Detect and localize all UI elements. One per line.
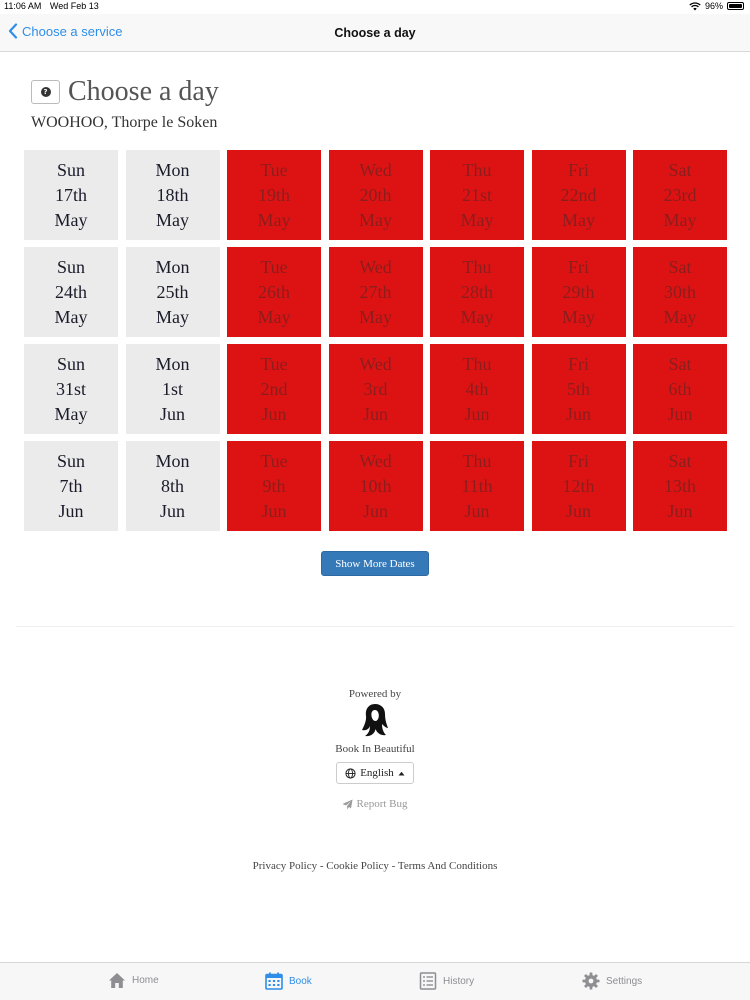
back-button-label: Choose a service bbox=[22, 23, 123, 39]
day-cell-day: 19th bbox=[257, 184, 290, 205]
day-cell[interactable] bbox=[227, 344, 321, 434]
day-cell-dow: Sat bbox=[668, 353, 692, 374]
day-grid bbox=[24, 150, 727, 531]
day-cell-day: 12th bbox=[562, 475, 595, 496]
status-time: 11:06 AM bbox=[4, 1, 42, 11]
powered-by-label: Powered by bbox=[348, 688, 402, 700]
day-cell-month: May bbox=[562, 209, 595, 230]
day-cell-month: Jun bbox=[464, 500, 490, 521]
day-cell-day: 3rd bbox=[363, 378, 388, 399]
tab-home-label: Home bbox=[132, 975, 159, 986]
tab-book-label: Book bbox=[289, 975, 312, 987]
day-cell-month: May bbox=[54, 209, 88, 230]
day-cell-dow: Mon bbox=[155, 353, 190, 374]
day-cell-dow: Tue bbox=[260, 353, 288, 374]
day-cell-month: May bbox=[257, 209, 291, 230]
day-cell[interactable] bbox=[126, 247, 220, 337]
day-cell-month: Jun bbox=[261, 500, 287, 521]
day-cell-day: 6th bbox=[668, 378, 692, 399]
day-cell[interactable] bbox=[24, 150, 118, 240]
day-cell-month: May bbox=[54, 403, 88, 424]
navigation-bar bbox=[0, 14, 750, 52]
day-cell-month: Jun bbox=[261, 403, 287, 424]
day-cell[interactable] bbox=[430, 150, 524, 240]
language-selector[interactable] bbox=[336, 762, 414, 784]
day-cell-day: 30th bbox=[663, 281, 696, 302]
day-cell-day: 18th bbox=[156, 184, 189, 205]
day-cell[interactable] bbox=[329, 247, 423, 337]
day-cell-day: 17th bbox=[54, 184, 87, 205]
status-date: Wed Feb 13 bbox=[49, 1, 99, 11]
day-cell[interactable] bbox=[633, 150, 727, 240]
day-cell-day: 13th bbox=[663, 475, 696, 496]
day-cell[interactable] bbox=[633, 247, 727, 337]
day-cell-month: May bbox=[663, 209, 697, 230]
cookie-policy-link[interactable]: Cookie Policy bbox=[326, 859, 389, 872]
day-cell-month: May bbox=[460, 306, 494, 327]
day-cell-day: 23rd bbox=[663, 184, 697, 205]
calendar-icon bbox=[265, 972, 283, 990]
page-header bbox=[31, 76, 219, 108]
day-cell-day: 25th bbox=[156, 281, 189, 302]
day-cell-dow: Mon bbox=[155, 159, 190, 180]
separator: - bbox=[388, 859, 398, 872]
day-cell[interactable] bbox=[430, 247, 524, 337]
day-cell-month: May bbox=[54, 306, 88, 327]
day-cell-month: Jun bbox=[159, 500, 185, 521]
privacy-policy-link[interactable]: Privacy Policy bbox=[252, 859, 318, 872]
day-cell[interactable] bbox=[430, 441, 524, 531]
page-title: Choose a day bbox=[68, 76, 219, 107]
day-cell-day: 11th bbox=[461, 475, 493, 496]
terms-link[interactable]: Terms And Conditions bbox=[397, 859, 498, 872]
day-cell-day: 5th bbox=[566, 378, 590, 399]
day-cell-dow: Fri bbox=[567, 450, 589, 471]
day-cell-day: 7th bbox=[59, 475, 83, 496]
day-cell-day: 24th bbox=[54, 281, 87, 302]
day-cell-dow: Wed bbox=[359, 450, 392, 471]
day-cell-dow: Tue bbox=[260, 256, 288, 277]
day-cell[interactable] bbox=[532, 150, 626, 240]
wifi-icon bbox=[689, 2, 701, 11]
day-cell-dow: Sat bbox=[668, 159, 692, 180]
day-cell-month: Jun bbox=[565, 403, 591, 424]
day-cell-month: Jun bbox=[58, 500, 84, 521]
globe-icon bbox=[345, 768, 356, 779]
day-cell[interactable] bbox=[532, 441, 626, 531]
day-cell-month: Jun bbox=[159, 403, 185, 424]
day-cell-dow: Fri bbox=[567, 159, 589, 180]
day-cell-month: May bbox=[257, 306, 291, 327]
question-icon: ? bbox=[41, 87, 51, 97]
day-cell[interactable] bbox=[633, 441, 727, 531]
day-cell-dow: Mon bbox=[155, 450, 190, 471]
tab-bar bbox=[0, 962, 750, 1000]
paper-plane-icon bbox=[342, 799, 353, 810]
day-cell-day: 2nd bbox=[260, 378, 288, 399]
day-cell-month: May bbox=[359, 209, 392, 230]
help-button[interactable] bbox=[31, 80, 60, 104]
day-cell[interactable] bbox=[329, 441, 423, 531]
day-cell-dow: Thu bbox=[462, 450, 492, 471]
day-cell[interactable] bbox=[227, 247, 321, 337]
day-cell-dow: Thu bbox=[462, 256, 492, 277]
day-cell-dow: Sat bbox=[668, 256, 692, 277]
day-cell[interactable] bbox=[532, 344, 626, 434]
day-cell-day: 9th bbox=[262, 475, 286, 496]
day-cell-day: 4th bbox=[465, 378, 489, 399]
day-cell[interactable] bbox=[633, 344, 727, 434]
day-cell[interactable] bbox=[227, 150, 321, 240]
day-cell-day: 29th bbox=[562, 281, 595, 302]
language-label: English bbox=[360, 767, 394, 779]
separator: - bbox=[317, 859, 327, 872]
day-cell-month: May bbox=[460, 209, 494, 230]
day-cell-month: Jun bbox=[362, 403, 388, 424]
tab-settings-label: Settings bbox=[606, 975, 643, 987]
status-bar bbox=[0, 0, 750, 14]
day-cell-month: Jun bbox=[667, 403, 693, 424]
tab-settings[interactable] bbox=[582, 972, 642, 990]
legal-links bbox=[0, 860, 750, 872]
day-cell[interactable] bbox=[126, 441, 220, 531]
brand-logo-icon bbox=[360, 702, 390, 738]
day-cell[interactable] bbox=[24, 441, 118, 531]
day-cell[interactable] bbox=[126, 344, 220, 434]
day-cell[interactable] bbox=[126, 150, 220, 240]
day-cell-month: May bbox=[562, 306, 595, 327]
day-cell-dow: Wed bbox=[359, 353, 392, 374]
day-cell-dow: Fri bbox=[567, 353, 589, 374]
show-more-dates-button[interactable]: Show More Dates bbox=[321, 551, 429, 576]
caret-up-icon bbox=[398, 771, 405, 776]
day-cell-dow: Sun bbox=[56, 450, 85, 471]
day-cell-month: Jun bbox=[565, 500, 591, 521]
day-cell-day: 28th bbox=[460, 281, 493, 302]
day-cell-month: May bbox=[359, 306, 392, 327]
divider bbox=[16, 626, 734, 627]
day-cell-dow: Sun bbox=[56, 353, 85, 374]
day-cell-dow: Thu bbox=[462, 353, 492, 374]
day-cell[interactable] bbox=[532, 247, 626, 337]
day-cell-day: 10th bbox=[359, 475, 392, 496]
day-cell[interactable] bbox=[329, 344, 423, 434]
day-cell-dow: Thu bbox=[462, 159, 492, 180]
day-cell-dow: Tue bbox=[260, 450, 288, 471]
tab-home[interactable] bbox=[108, 972, 159, 989]
day-cell-dow: Sun bbox=[56, 256, 85, 277]
day-cell-dow: Sun bbox=[56, 159, 85, 180]
day-cell[interactable] bbox=[329, 150, 423, 240]
day-cell-day: 26th bbox=[257, 281, 290, 302]
salon-location: WOOHOO, Thorpe le Soken bbox=[31, 114, 218, 131]
day-cell-day: 1st bbox=[161, 378, 183, 399]
day-cell-day: 31st bbox=[55, 378, 86, 399]
tab-history-label: History bbox=[443, 975, 475, 987]
battery-icon bbox=[727, 2, 744, 10]
day-cell-month: May bbox=[156, 209, 189, 230]
main-content bbox=[0, 52, 750, 962]
day-cell-day: 21st bbox=[461, 184, 492, 205]
day-cell-day: 20th bbox=[359, 184, 392, 205]
day-cell-dow: Sat bbox=[668, 450, 692, 471]
gear-icon bbox=[582, 972, 600, 990]
day-cell[interactable] bbox=[24, 247, 118, 337]
day-cell-dow: Tue bbox=[260, 159, 288, 180]
history-icon bbox=[419, 972, 437, 990]
report-bug-link[interactable] bbox=[342, 798, 407, 810]
day-cell-dow: Fri bbox=[567, 256, 589, 277]
day-cell-month: May bbox=[156, 306, 189, 327]
footer bbox=[0, 688, 750, 872]
day-cell-dow: Wed bbox=[359, 256, 392, 277]
nav-title: Choose a day bbox=[334, 26, 416, 40]
day-cell[interactable] bbox=[24, 344, 118, 434]
day-cell[interactable] bbox=[227, 441, 321, 531]
day-cell-day: 8th bbox=[160, 475, 184, 496]
brand-name: Book In Beautiful bbox=[335, 743, 415, 755]
battery-percent: 96% bbox=[704, 1, 723, 11]
day-cell-day: 27th bbox=[359, 281, 392, 302]
day-cell-month: May bbox=[663, 306, 697, 327]
tab-history[interactable] bbox=[419, 972, 474, 990]
day-cell-month: Jun bbox=[667, 500, 693, 521]
report-bug-label: Report Bug bbox=[356, 798, 408, 810]
tab-book[interactable] bbox=[265, 972, 312, 990]
day-cell-month: Jun bbox=[362, 500, 388, 521]
day-cell-month: Jun bbox=[464, 403, 490, 424]
day-cell-dow: Wed bbox=[359, 159, 392, 180]
day-cell-dow: Mon bbox=[155, 256, 190, 277]
home-icon bbox=[108, 972, 126, 989]
day-cell[interactable] bbox=[430, 344, 524, 434]
day-cell-day: 22nd bbox=[560, 184, 597, 205]
